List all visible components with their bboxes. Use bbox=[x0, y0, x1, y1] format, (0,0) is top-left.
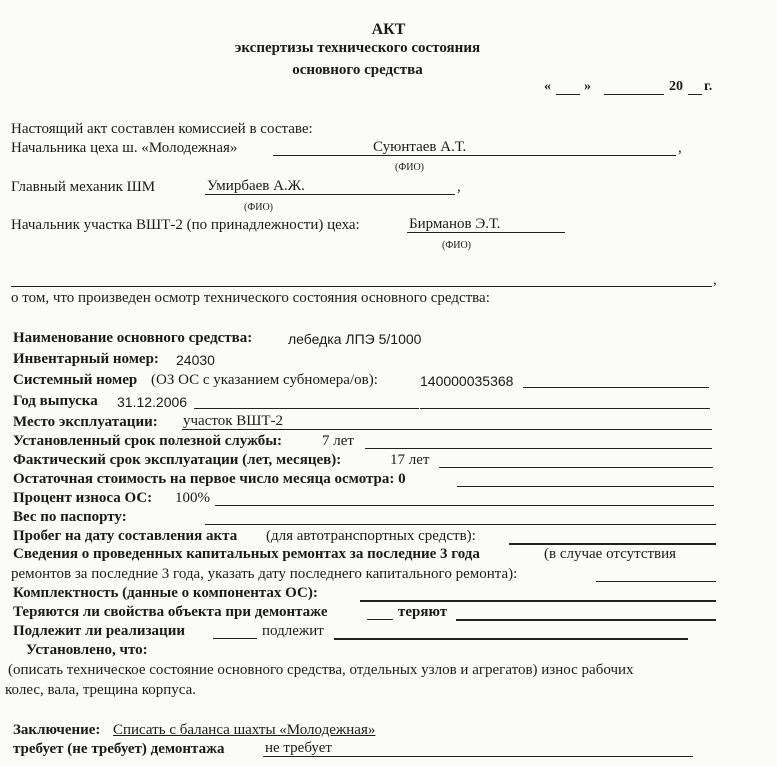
member-2-fio-caption: (ФИО) bbox=[244, 202, 274, 213]
capital-repairs-note-2: ремонтов за последние 3 года, указать дату последнего капитального ремонта): bbox=[11, 566, 518, 582]
actual-life-value: 17 лет bbox=[390, 452, 430, 468]
member-2-name: Умирбаев А.Ж. bbox=[207, 178, 305, 194]
condition-description-2: колес, вала, трещина корпуса. bbox=[5, 682, 197, 698]
date-close-quote: » bbox=[584, 79, 591, 94]
member-1-role: Начальника цеха ш. «Молодежная» bbox=[11, 140, 238, 156]
condition-description-1: (описать техническое состояние основного средства, отдельных узлов и агрегатов) износ рабочих bbox=[8, 662, 634, 678]
inventory-number-label: Инвентарный номер: bbox=[13, 351, 159, 367]
dismantle-properties-value: теряют bbox=[398, 604, 448, 620]
member-1-name: Суюнтаев А.Т. bbox=[373, 139, 467, 155]
mileage-label: Пробег на дату составления акта bbox=[13, 528, 238, 544]
date-open-quote: « bbox=[544, 79, 551, 94]
sale-label: Подлежит ли реализации bbox=[13, 623, 185, 639]
commission-intro: Настоящий акт составлен комиссией в составе: bbox=[11, 121, 313, 137]
completeness-label: Комплектность (данные о компонентах ОС): bbox=[13, 585, 318, 601]
system-number-value: 140000035368 bbox=[420, 373, 514, 389]
actual-life-label: Фактический срок эксплуатации (лет, месяцев): bbox=[13, 452, 342, 468]
operation-place-value: участок ВШТ-2 bbox=[183, 413, 284, 429]
capital-repairs-note-1: (в случае отсутствия bbox=[544, 546, 677, 562]
wear-percent-label: Процент износа ОС: bbox=[13, 490, 153, 506]
useful-life-label: Установленный срок полезной службы: bbox=[13, 433, 282, 449]
member-2-role: Главный механик ШМ bbox=[11, 179, 156, 195]
inventory-number-value: 24030 bbox=[176, 352, 215, 368]
system-number-label: Системный номер bbox=[13, 372, 138, 388]
member-3-fio-caption: (ФИО) bbox=[442, 240, 472, 251]
date-year: 20 bbox=[669, 79, 683, 94]
sale-value: подлежит bbox=[262, 623, 324, 639]
conclusion-value: Списать с баланса шахты «Молодежная» bbox=[113, 722, 376, 738]
conclusion-label: Заключение: bbox=[13, 722, 101, 738]
residual-value-label: Остаточная стоимость на первое число месяца осмотра: 0 bbox=[13, 471, 406, 487]
asset-name-label: Наименование основного средства: bbox=[13, 330, 253, 346]
date-year-suffix: г. bbox=[704, 79, 713, 94]
dismantle-properties-label: Теряются ли свойства объекта при демонтаже bbox=[13, 604, 328, 620]
established-label: Установлено, что: bbox=[26, 642, 148, 658]
member-1-fio-caption: (ФИО) bbox=[395, 162, 425, 173]
manufacture-year-value: 31.12.2006 bbox=[117, 394, 188, 410]
dismantle-value: не требует bbox=[265, 740, 332, 756]
operation-place-label: Место эксплуатации: bbox=[13, 414, 158, 430]
member-2-comma: , bbox=[457, 179, 461, 195]
manufacture-year-label: Год выпуска bbox=[13, 393, 98, 409]
capital-repairs-label: Сведения о проведенных капитальных ремонтах за последние 3 года bbox=[13, 546, 480, 562]
member-3-name: Бирманов Э.Т. bbox=[409, 216, 501, 232]
blank-member-comma: , bbox=[713, 272, 717, 288]
member-3-role: Начальник участка ВШТ-2 (по принадлежности) цеха: bbox=[11, 217, 360, 233]
passport-weight-label: Вес по паспорту: bbox=[13, 509, 127, 525]
mileage-note: (для автотранспортных средств): bbox=[266, 528, 476, 544]
inspection-statement: о том, что произведен осмотр технического состояния основного средства: bbox=[11, 290, 490, 306]
asset-name-value: лебедка ЛПЭ 5/1000 bbox=[288, 331, 422, 347]
document-subtitle-1: экспертизы технического состояния bbox=[234, 40, 481, 56]
document-subtitle-2: основного средства bbox=[292, 62, 423, 78]
wear-percent-value: 100% bbox=[175, 490, 210, 506]
dismantle-label: требует (не требует) демонтажа bbox=[13, 741, 225, 757]
member-1-comma: , bbox=[678, 140, 682, 156]
system-number-note: (ОЗ ОС с указанием субномера/ов): bbox=[151, 372, 378, 388]
useful-life-value: 7 лет bbox=[322, 433, 354, 449]
blank-member-line bbox=[11, 286, 712, 287]
document-title: АКТ bbox=[371, 21, 406, 38]
